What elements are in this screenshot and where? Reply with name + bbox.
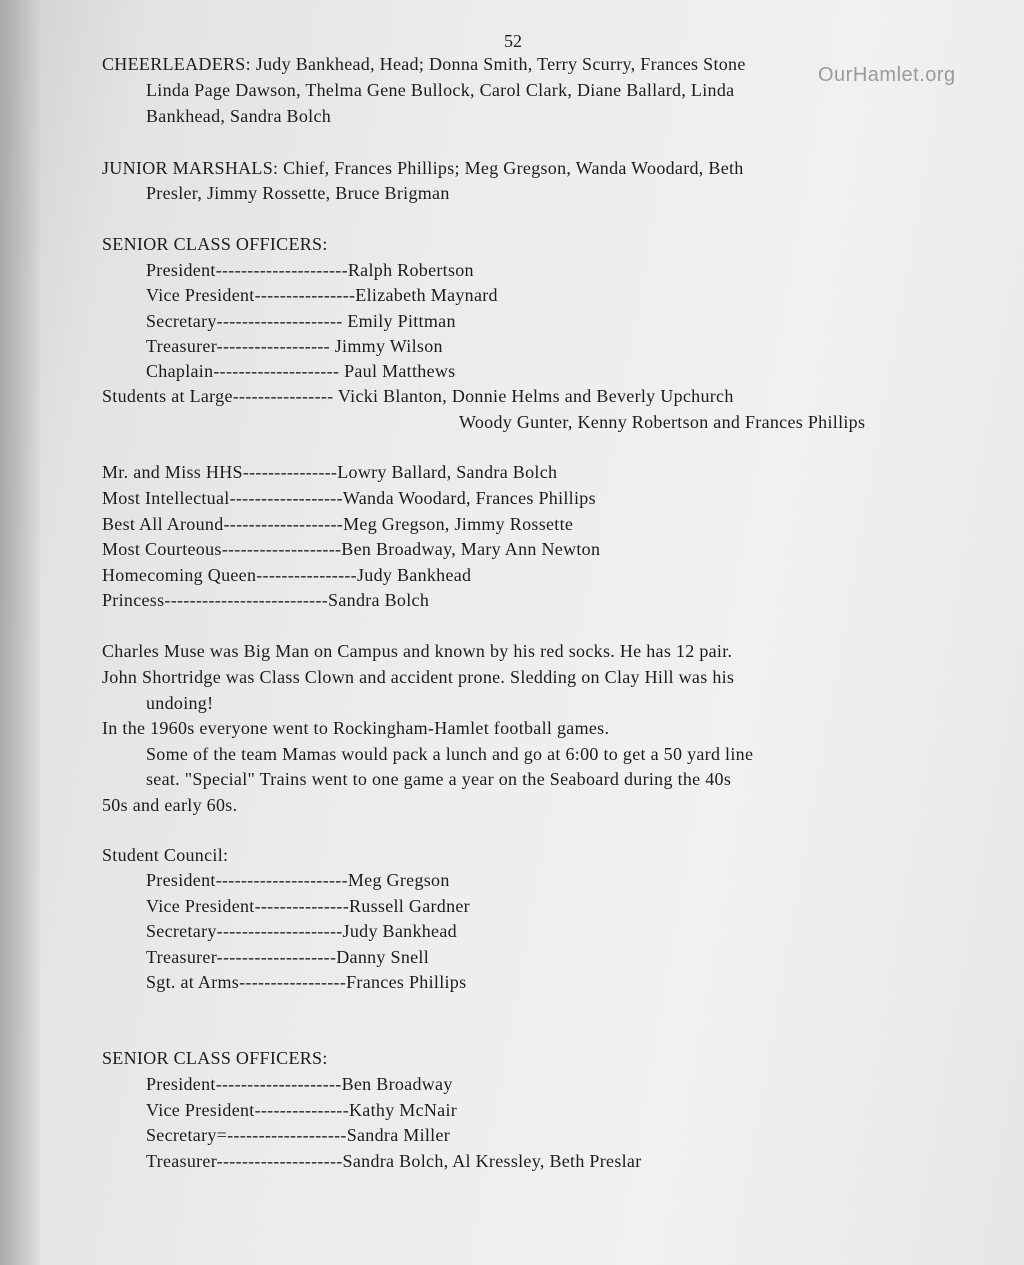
- superlative-row: Homecoming Queen----------------Judy Bankhead: [102, 565, 472, 585]
- note-line: Charles Muse was Big Man on Campus and known by his red socks. He has 12 pair.: [102, 641, 733, 661]
- note-line: In the 1960s everyone went to Rockingham-Hamlet football games.: [102, 718, 610, 738]
- page-number: 52: [504, 31, 522, 51]
- note-line: undoing!: [146, 693, 214, 713]
- officer-row: Secretary=-------------------Sandra Miller: [146, 1125, 451, 1145]
- note-line: Some of the team Mamas would pack a lunch and go at 6:00 to get a 50 yard line: [146, 744, 754, 764]
- officer-row: President--------------------Ben Broadway: [146, 1074, 453, 1094]
- cheerleaders-line: Linda Page Dawson, Thelma Gene Bullock, Carol Clark, Diane Ballard, Linda: [146, 80, 735, 100]
- note-line: 50s and early 60s.: [102, 795, 238, 815]
- council-row: Treasurer-------------------Danny Snell: [146, 947, 430, 967]
- officer-row: Vice President---------------Kathy McNair: [146, 1100, 458, 1120]
- superlative-row: Most Courteous-------------------Ben Broadway, Mary Ann Newton: [102, 539, 601, 559]
- students-at-large-row: Students at Large---------------- Vicki Blanton, Donnie Helms and Beverly Upchurch: [102, 386, 734, 406]
- superlative-row: Mr. and Miss HHS---------------Lowry Ballard, Sandra Bolch: [102, 462, 558, 482]
- officer-row: President---------------------Ralph Robertson: [146, 260, 474, 280]
- junior-marshals-line: Presler, Jimmy Rossette, Bruce Brigman: [146, 183, 450, 203]
- junior-marshals-line: JUNIOR MARSHALS: Chief, Frances Phillips; Meg Gregson, Wanda Woodard, Beth: [102, 158, 744, 178]
- council-row: Sgt. at Arms-----------------Frances Phillips: [146, 972, 467, 992]
- council-row: Vice President---------------Russell Gardner: [146, 896, 470, 916]
- officer-row: Chaplain-------------------- Paul Matthews: [146, 361, 456, 381]
- cheerleaders-line: Bankhead, Sandra Bolch: [146, 106, 332, 126]
- students-at-large-row: Woody Gunter, Kenny Robertson and Frances Phillips: [459, 412, 866, 432]
- cheerleaders-line: CHEERLEADERS: Judy Bankhead, Head; Donna Smith, Terry Scurry, Frances Stone: [102, 54, 746, 74]
- council-row: President---------------------Meg Gregson: [146, 870, 450, 890]
- superlative-row: Princess--------------------------Sandra Bolch: [102, 590, 430, 610]
- officer-row: Treasurer--------------------Sandra Bolch, Al Kressley, Beth Preslar: [146, 1151, 642, 1171]
- officer-row: Treasurer------------------ Jimmy Wilson: [146, 336, 443, 356]
- note-line: John Shortridge was Class Clown and accident prone. Sledding on Clay Hill was his: [102, 667, 735, 687]
- note-line: seat. "Special" Trains went to one game a year on the Seaboard during the 40s: [146, 769, 732, 789]
- section-heading: Student Council:: [102, 845, 229, 865]
- section-heading: SENIOR CLASS OFFICERS:: [102, 1048, 328, 1068]
- watermark: OurHamlet.org: [818, 64, 956, 86]
- page-edge-shadow: [0, 0, 40, 1265]
- officer-row: Secretary-------------------- Emily Pittman: [146, 311, 456, 331]
- superlative-row: Best All Around-------------------Meg Gregson, Jimmy Rossette: [102, 514, 574, 534]
- section-heading: SENIOR CLASS OFFICERS:: [102, 234, 328, 254]
- council-row: Secretary--------------------Judy Bankhead: [146, 921, 457, 941]
- officer-row: Vice President----------------Elizabeth Maynard: [146, 285, 498, 305]
- superlative-row: Most Intellectual------------------Wanda Woodard, Frances Phillips: [102, 488, 596, 508]
